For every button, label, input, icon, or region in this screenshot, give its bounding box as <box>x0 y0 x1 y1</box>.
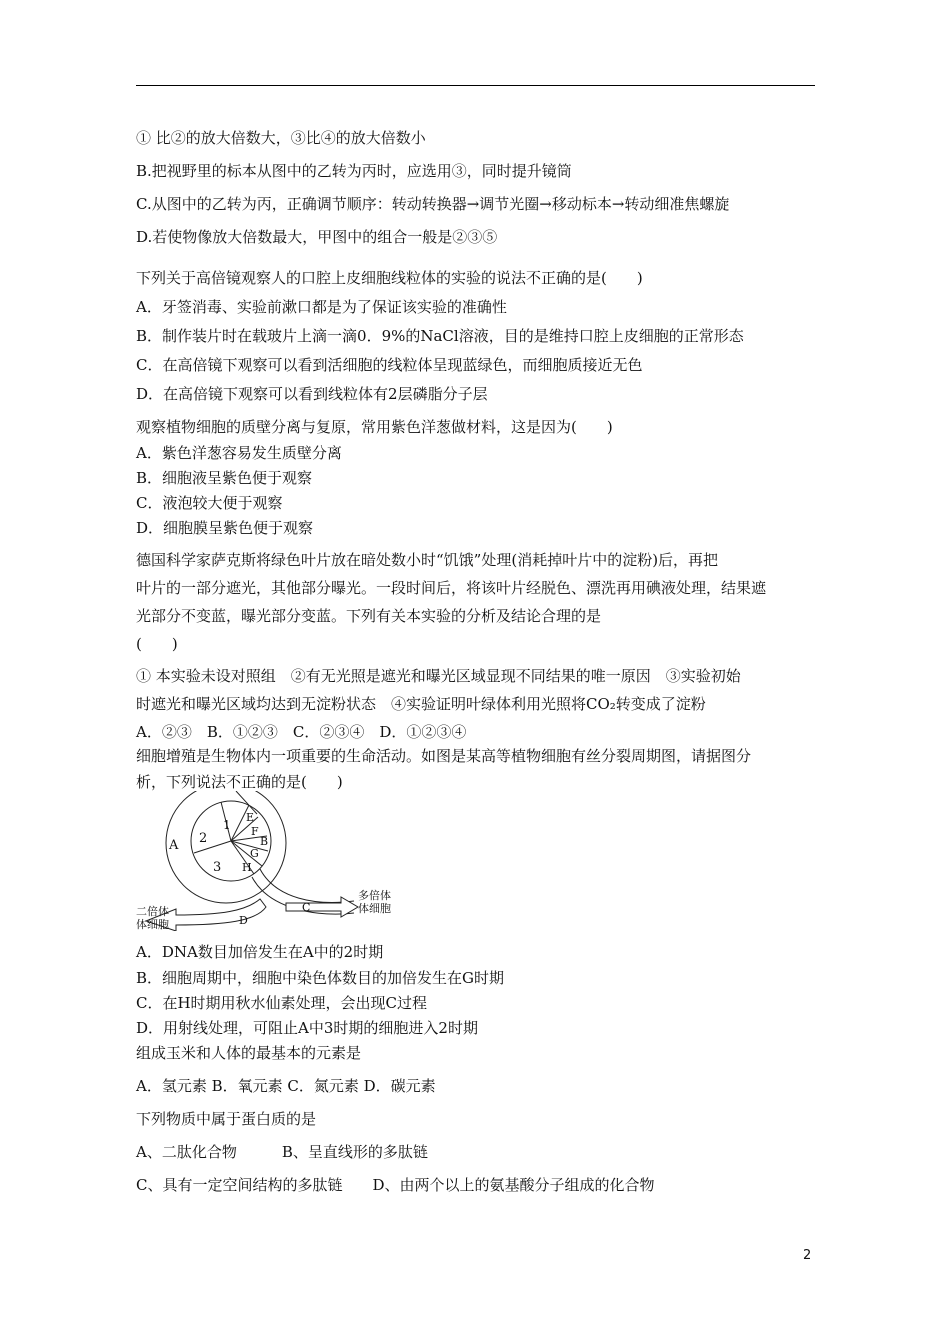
line-7: B．制作装片时在载玻片上滴一滴0．9%的NaCl溶液，目的是维持口腔上皮细胞的正常形态 <box>136 327 744 345</box>
label-f: F <box>251 825 259 838</box>
line-21: A．②③ B．①②③ C．②③④ D．①②③④ <box>136 723 467 741</box>
line-20: 时遮光和曝光区域均达到无淀粉状态 ④实验证明叶绿体利用光照将CO₂转变成了淀粉 <box>136 695 706 713</box>
line-8: C．在高倍镜下观察可以看到活细胞的线粒体呈现蓝绿色，而细胞质接近无色 <box>136 356 643 374</box>
line-28: 组成玉米和人体的最基本的元素是 <box>136 1044 362 1062</box>
label-2: 2 <box>199 831 208 846</box>
line-26: C．在H时期用秋水仙素处理，会出现C过程 <box>136 994 428 1012</box>
label-3: 3 <box>213 860 222 875</box>
line-19: ① 本实验未设对照组 ②有无光照是遮光和曝光区域显现不同结果的唯一原因 ③实验初始 <box>136 667 741 685</box>
label-d: D <box>239 914 248 927</box>
line-15: 德国科学家萨克斯将绿色叶片放在暗处数小时“饥饿”处理(消耗掉叶片中的淀粉)后，再把 <box>136 551 719 569</box>
line-31: A、二肽化合物 B、呈直线形的多肽链 <box>136 1143 428 1161</box>
poly-label-1: 多倍体 <box>358 889 391 902</box>
line-12: B．细胞液呈紫色便于观察 <box>136 469 313 487</box>
line-16: 叶片的一部分遮光，其他部分曝光。一段时间后，将该叶片经脱色、漂洗再用碘液处理，结果遮 <box>136 579 767 597</box>
line-9: D．在高倍镜下观察可以看到线粒体有2层磷脂分子层 <box>136 385 488 403</box>
label-c: C <box>302 901 311 914</box>
line-10: 观察植物细胞的质壁分离与复原，常用紫色洋葱做材料，这是因为( ) <box>136 418 613 436</box>
line-2: B.把视野里的标本从图中的乙转为丙时，应选用③，同时提升镜筒 <box>136 162 572 180</box>
label-b: B <box>260 835 269 848</box>
line-22: 细胞增殖是生物体内一项重要的生命活动。如图是某高等植物细胞有丝分裂周期图，请据图分 <box>136 747 752 765</box>
page-number: 2 <box>803 1248 812 1263</box>
line-25: B．细胞周期中，细胞中染色体数目的加倍发生在G时期 <box>136 969 505 987</box>
poly-label-2: 体细胞 <box>358 902 391 915</box>
di-label-1: 二倍体 <box>136 905 169 918</box>
line-13: C．液泡较大便于观察 <box>136 494 283 512</box>
line-29: A．氢元素 B．氧元素 C．氮元素 D．碳元素 <box>136 1077 436 1095</box>
line-32: C、具有一定空间结构的多肽链 D、由两个以上的氨基酸分子组成的化合物 <box>136 1176 655 1194</box>
line-23: 析，下列说法不正确的是( ) <box>136 773 343 791</box>
line-30: 下列物质中属于蛋白质的是 <box>136 1110 317 1128</box>
line-17: 光部分不变蓝，曝光部分变蓝。下列有关本实验的分析及结论合理的是 <box>136 607 602 625</box>
line-18: ( ) <box>136 635 178 653</box>
label-h: H <box>242 861 252 874</box>
line-3: C.从图中的乙转为丙，正确调节顺序：转动转换器→调节光圈→移动标本→转动细准焦螺旋 <box>136 195 730 213</box>
line-6: A．牙签消毒、实验前漱口都是为了保证该实验的准确性 <box>136 298 507 316</box>
exit-arc <box>260 869 354 902</box>
label-e: E <box>246 811 255 824</box>
cell-cycle-diagram <box>136 791 396 931</box>
line-14: D．细胞膜呈紫色便于观察 <box>136 519 314 537</box>
header-rule <box>136 85 815 86</box>
di-label-2: 体细胞 <box>136 918 169 931</box>
label-g: G <box>250 847 259 860</box>
line-1: ① 比②的放大倍数大，③比④的放大倍数小 <box>136 129 426 147</box>
label-1: 1 <box>223 818 231 832</box>
label-a: A <box>169 838 179 853</box>
line-4: D.若使物像放大倍数最大，甲图中的组合一般是②③⑤ <box>136 228 498 246</box>
line-24: A．DNA数目加倍发生在A中的2时期 <box>136 943 384 961</box>
line-27: D．用射线处理，可阻止A中3时期的细胞进入2时期 <box>136 1019 478 1037</box>
line-11: A．紫色洋葱容易发生质壁分离 <box>136 444 342 462</box>
line-5: 下列关于高倍镜观察人的口腔上皮细胞线粒体的实验的说法不正确的是( ) <box>136 269 643 287</box>
